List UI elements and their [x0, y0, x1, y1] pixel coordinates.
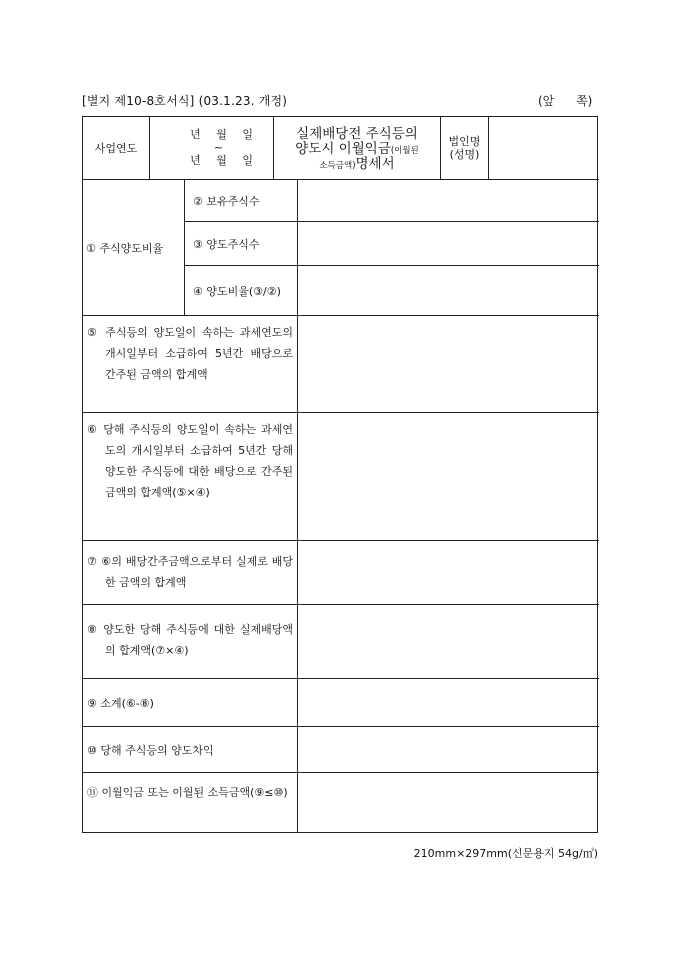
business-year-dates[interactable]: [149, 117, 273, 179]
row-7-field[interactable]: [297, 540, 599, 604]
form-table: [82, 116, 598, 833]
held-shares-field[interactable]: [297, 179, 599, 221]
business-year-label: 사업연도: [94, 142, 138, 155]
row-11-field[interactable]: [297, 772, 599, 833]
form-title: 실제배당전 주식등의 양도시 이월익금(이월된 소득금액)명세서: [273, 117, 440, 179]
date-tilde: ~: [213, 141, 223, 154]
held-shares-label: ② 보유주식수: [184, 179, 297, 221]
transfer-ratio-label: ④ 양도비율(③/②): [184, 265, 297, 315]
form-id: [별지 제10-8호서식] (03.1.23. 개정): [82, 94, 288, 108]
date-end: 년 월 일: [190, 154, 253, 167]
row-8-field[interactable]: [297, 604, 599, 678]
row-10-field[interactable]: [297, 726, 599, 772]
corp-name-label: 법인명 (성명): [440, 117, 488, 179]
row-7-label: ⑦ ⑥의 배당간주금액으로부터 실제로 배당한 금액의 합계액: [83, 540, 297, 604]
page-side-label: (앞 쪽): [538, 94, 593, 108]
row-9-field[interactable]: [297, 678, 599, 726]
row-6-field[interactable]: [297, 412, 599, 540]
row-10-label: ⑩ 당해 주식등의 양도차익: [83, 726, 297, 772]
transfer-ratio-field[interactable]: [297, 265, 599, 315]
transferred-shares-label: ③ 양도주식수: [184, 221, 297, 265]
date-start: 년 월 일: [190, 128, 253, 141]
row-5-field[interactable]: [297, 315, 599, 412]
row-5-label: ⑤ 주식등의 양도일이 속하는 과세연도의 개시일부터 소급하여 5년간 배당으로 간주된 금액의 합계액: [83, 315, 297, 412]
row-11-label: ⑪ 이월익금 또는 이월된 소득금액(⑨≤⑩): [83, 772, 297, 833]
paper-spec: 210mm×297mm(신문용지 54g/㎡): [413, 847, 598, 860]
row-9-label: ⑨ 소계(⑥-⑧): [83, 678, 297, 726]
row-6-label: ⑥ 당해 주식등의 양도일이 속하는 과세연도의 개시일부터 소급하여 5년간 당해 양도한 주식등에 대한 배당으로 간주된 금액의 합계액(⑤×④): [83, 412, 297, 540]
transferred-shares-field[interactable]: [297, 221, 599, 265]
stock-transfer-ratio-label: ① 주식양도비율: [83, 179, 184, 315]
corp-name-field[interactable]: [488, 117, 599, 179]
row-8-label: ⑧ 양도한 당해 주식등에 대한 실제배당액의 합계액(⑦×④): [83, 604, 297, 678]
